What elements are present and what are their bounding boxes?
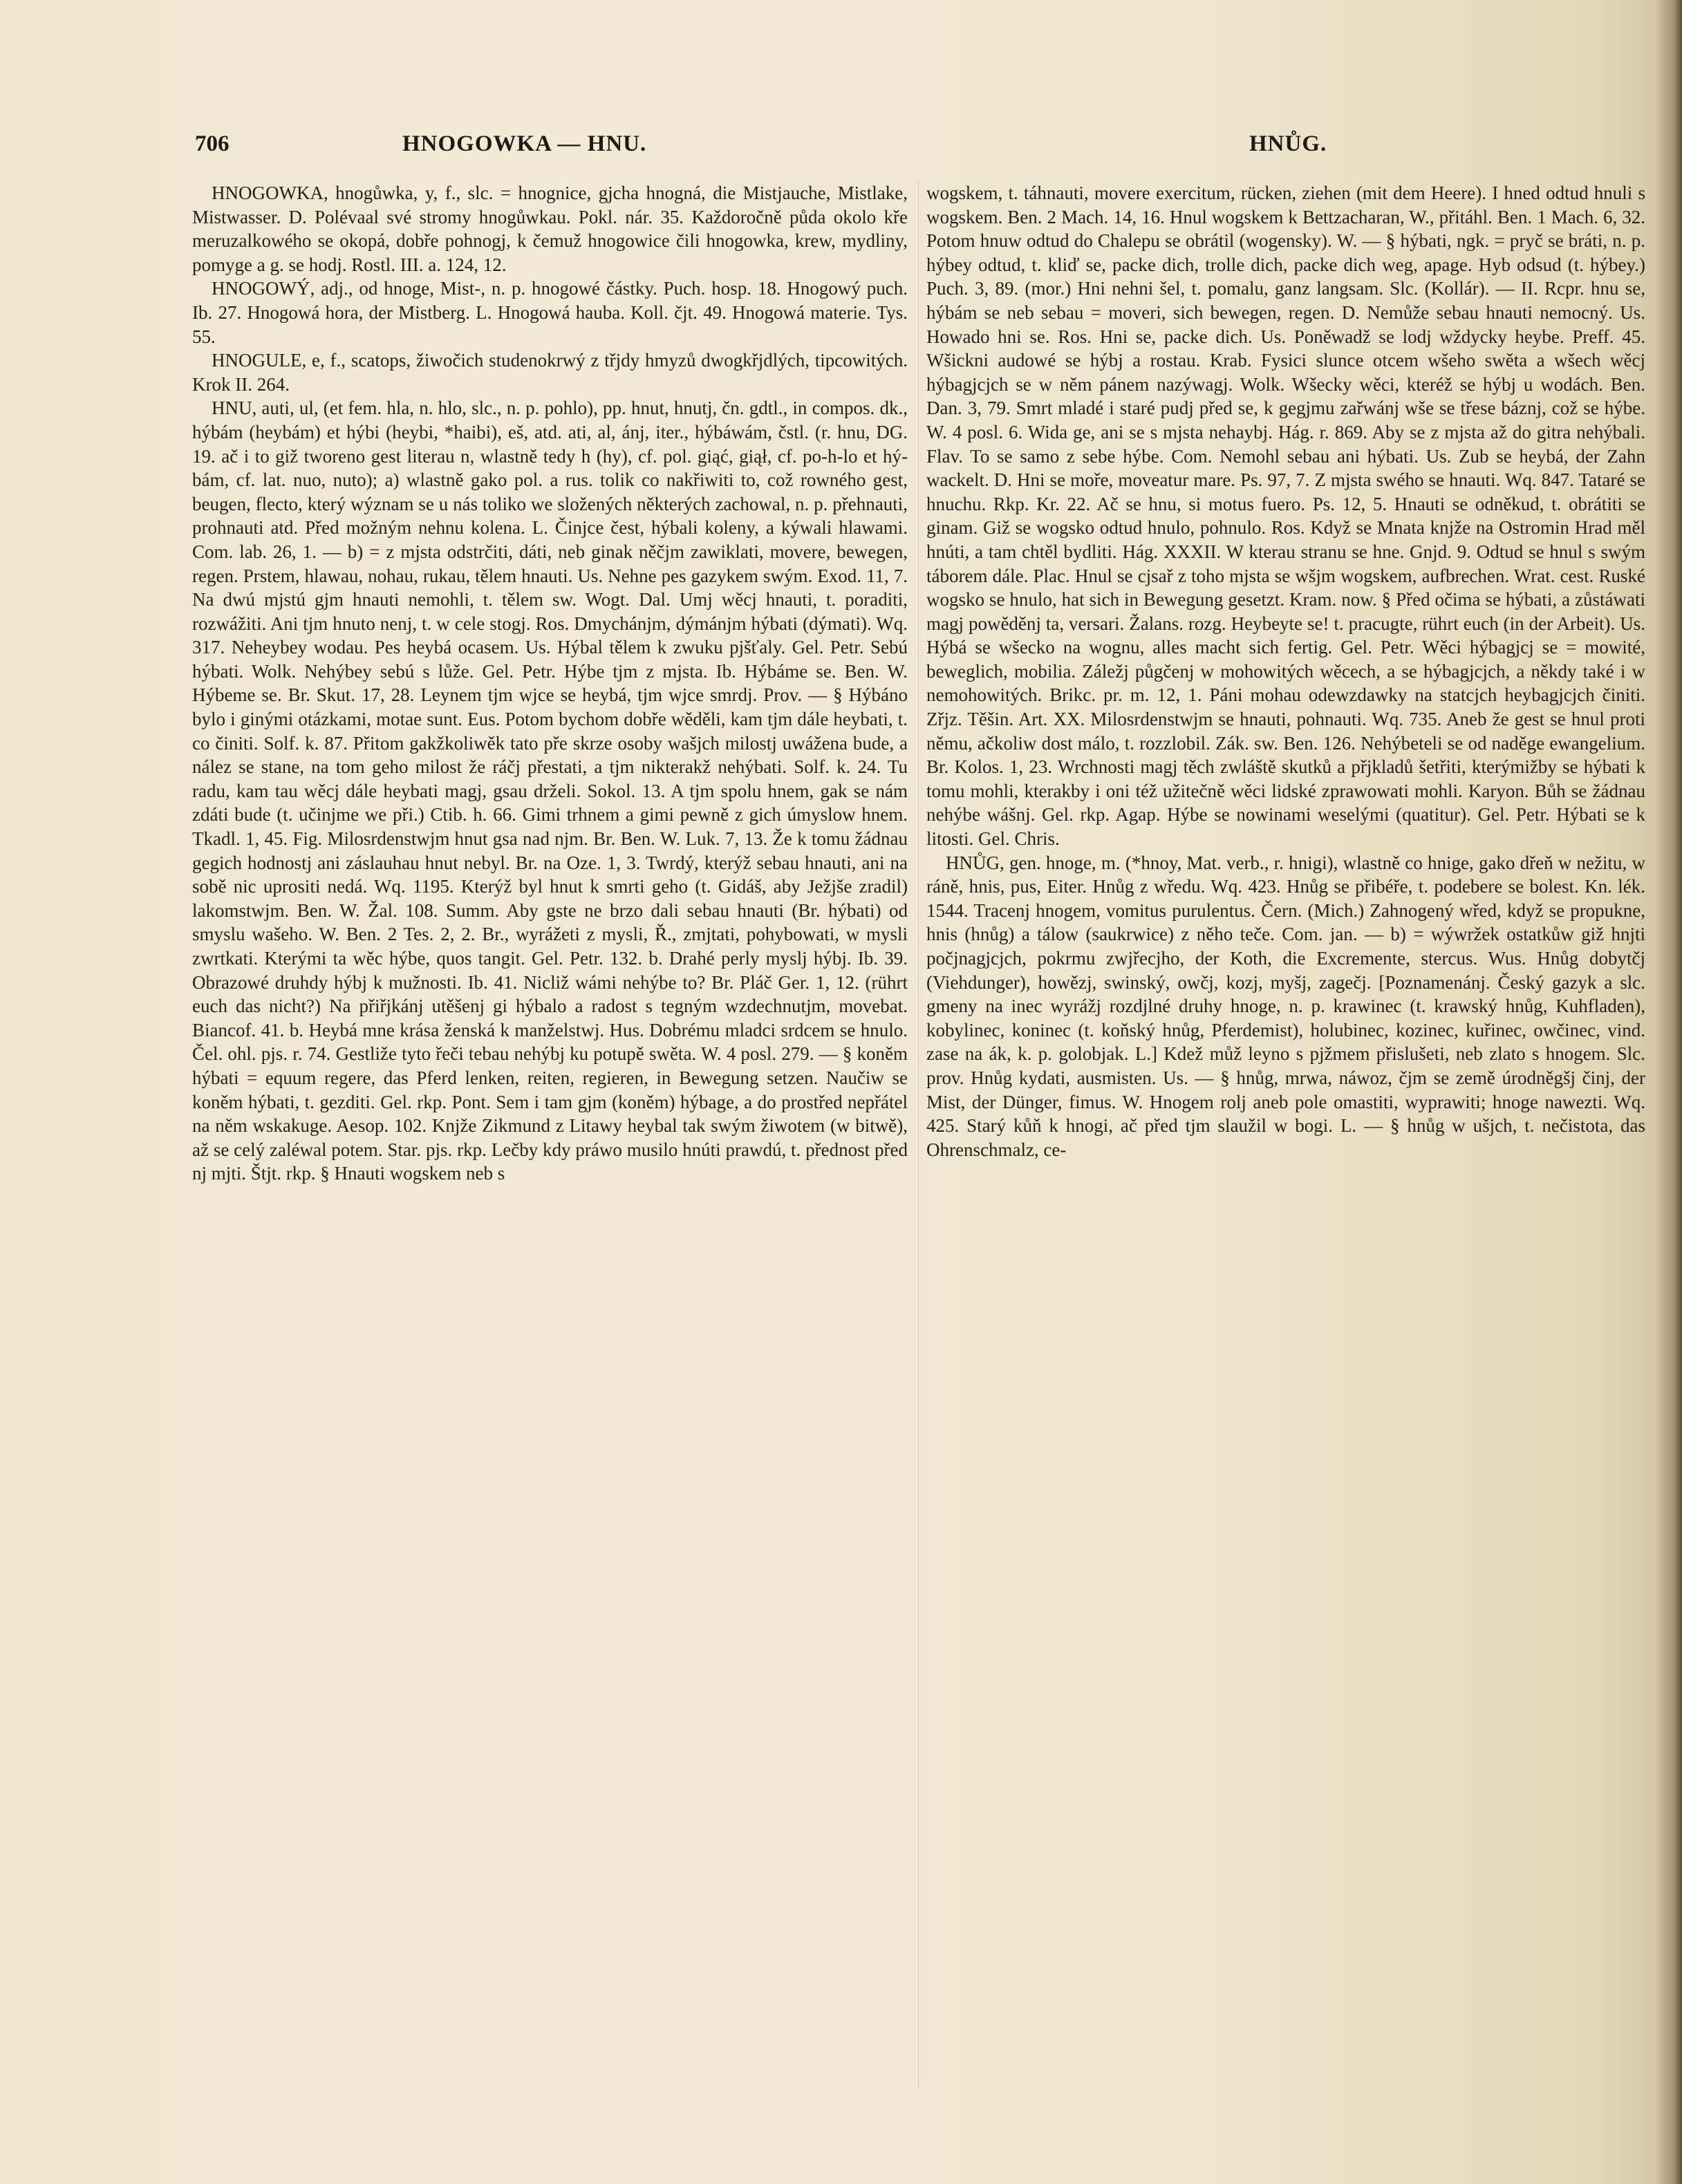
entry-hnug: HNŮG, gen. hnoge, m. (*hnoy, Mat. verb., r. hnigi), wlastně co hnige, gako dřeň w nežitu, w ráně, hnis, pus, Eiter. Hnůg z wředu. Wq. 423. Hnůg se přibéře, t. podebere se bolest. Kn. lék. 1544. Tracenj hnogem, vomitus purulentus. Čern. (Mich.) Zahnogený wřed, když se propukne, hnis (hnůg) a tálow (saukrwice) z něho teče. Com. jan. — b) = wýwržek ostatkůw giž hnjti počjnagjcjch, pokrmu zwjřecjho, der Koth, die Excremente, stercus. Wus. Hnůg dobytčj (Viehdunger), howězj, swinský, owčj, kozj, myšj, zagečj. [Poznamenánj. Český gazyk a slc. gmeny na inec wyrážj rozdjlné druhy hnoge, n. p. krawinec (t. krawský hnůg, Kuhfladen), kobylinec, koninec (t. koňský hnůg, Pferdemist), holubinec, kozinec, kuřinec, owčinec, vind. zase na ák, k. p. golobjak. L.] Kdež můž leyno s pjžmem přislušeti, neb zlato s hnogem. Slc. prov. Hnůg kydati, ausmisten. Us. — § hnůg, mrwa, náwoz, čjm se země úrodněgšj činj, der Mist, der Dünger, fimus. W. Hnogem rolj aneb pole omastiti, wyprawiti; hnoge nawezti. Wq. 425. Starý kůň k hnogi, ač před tjm slaužil w bogi. L. — § hnůg w ušjch, t. nečistota, das Ohrenschmalz, ce- <box>926 852 1645 1160</box>
left-column <box>192 181 908 1186</box>
entry-hnu-continued: wogskem, t. táhnauti, movere exercitum, rücken, ziehen (mit dem Heere). I hned odtud hnuli s wogskem. Ben. 2 Mach. 14, 16. Hnul wogskem k Bettzacharan, W., přitáhl. Ben. 1 Mach. 6, 32. Potom hnuw odtud do Chalepu se obrátil (wogensky). W. — § hýbati, ngk. = pryč se bráti, n. p. hýbey odtud, t. kliď se, packe dich, trolle dich, packe dich weg, apage. Hyb odsud (t. hýbey.) Puch. 3, 89. (mor.) Hni nehni šel, t. pomalu, ganz langsam. Slc. (Kollár). — II. Rcpr. hnu se, hýbám se neb sebau = moveri, sich bewegen, regen. D. Nemůže sebau hnauti nemocný. Us. Howado hni se. Ros. Hni se, packe dich. Us. Poněwadž se lodj wždycky heybe. Preff. 45. Wšickni audowé se hýbj a rostau. Krab. Fysici slunce otcem wšeho swěta a wšech wěcj hýbagjcjch se w něm pánem nazýwagj. Wolk. Wšecky wěci, kteréž se hýbj u wodách. Ben. Dan. 3, 79. Smrt mladé i staré pudj před se, k gegjmu zařwánj wše se třese báznj, což se hýbe. W. 4 posl. 6. Wida ge, ani se s mjsta nehaybj. Hág. r. 869. Aby se z mjsta až do gitra nehýbali. Flav. To se samo z sebe hýbe. Com. Nemohl sebau ani hýbati. Us. Zub se heybá, der Zahn wackelt. D. Hni se moře, moveatur mare. Ps. 97, 7. Z mjsta swého se hnauti. Wq. 847. Tataré se hnuchu. Rkp. Kr. 22. Ač se hnu, si motus fuero. Ps. 12, 5. Hnauti se odněkud, t. obrátiti se ginam. Giž se wogsko odtud hnulo, pohnulo. Ros. Když se Mnata knjže na Ostromin Hrad měl hnúti, a tam chtěl bydliti. Hág. XXXII. W kterau stranu se hne. Gnjd. 9. Odtud se hnul s swým táborem dále. Plac. Hnul se cjsař z toho mjsta se wšjm wogskem, aufbrechen. Wrat. cest. Ruské wogsko se hnulo, hat sich in Bewegung gesetzt. Kram. now. § Před očima se hýbati, a zůstáwati magj powěděnj ta, versari. Žalans. rozg. Heybeyte se! t. pracugte, rührt euch (in der Arbeit). Us. Hýbá se wšecko na wognu, alles macht sich fertig. Gel. Petr. Wěci hýbagjcj se = mowité, beweglich, mobilia. Záležj půgčenj w mohowitých wěcech, a se hýbagjcjch, a někdy také i w nemohowitých. Brikc. pr. m. 12, 1. Páni mohau odewzdawky na statcjch heybagjcjch činiti. Zřjz. Těšin. Art. XX. Milosrdenstwjm se hnauti, pohnauti. Wq. 735. Aneb že gest se hnul proti němu, ačkoliw dost málo, t. rozzlobil. Zák. sw. Ben. 126. Nehýbeteli se od naděge ewangelium. Br. Kolos. 1, 23. Wrchnosti magj těch zwláště skutků a přjkladů šetřiti, kterýmižby se hýbati k tomu mohli, kterakby i oni též užitečně wěci lidské zprawowati mohli. Karyon. Bůh se žádnau nehýbe wášnj. Gel. rkp. Agap. Hýbe se nowinami weselými (quatitur). Gel. Petr. Hýbati se k litosti. Gel. Chris. <box>926 183 1645 850</box>
running-head-left: HNOGOWKA — HNU. <box>402 131 647 156</box>
page-edge-shadow <box>1654 0 1682 2184</box>
column-gutter <box>918 181 919 2089</box>
entry-hnogowy: HNOGOWÝ, adj., od hnoge, Mist-, n. p. hnogowé částky. Puch. hosp. 18. Hnogowý puch. Ib. 27. Hnogowá hora, der Mistberg. L. Hnogowá hauba. Koll. čjt. 49. Hnogowá materie. Tys. 55. <box>192 278 908 347</box>
entry-hnu: HNU, auti, ul, (et fem. hla, n. hlo, slc., n. p. pohlo), pp. hnut, hnutj, čn. gdtl., in compos. dk., hýbám (heybám) et hýbi (heybi, *haibi), eš, atd. ati, al, ánj, iter., hýbáwám, čstl. (r. hnu, DG. 19. ač i to giž tworeno gest literau n, wlastně tedy h (hy), cf. pol. giąć, giął, cf. po-h-lo et hý-bám, cf. lat. nuo, nuto); a) wlastně gako pol. a rus. tolik co nakřiwiti to, což rowného gest, beugen, flecto, který wýznam se u nás toliko we složených některých zachowal, n. p. přehnauti, prohnauti atd. Před možným nehnu kolena. L. Činjce čest, hýbali koleny, a kýwali hlawami. Com. lab. 26, 1. — b) = z mjsta odstrčiti, dáti, neb ginak něčjm zawiklati, movere, bewegen, regen. Prstem, hlawau, nohau, rukau, tělem hnauti. Us. Nehne pes gazykem swým. Exod. 11, 7. Na dwú mjstú gjm hnauti nemohli, t. tělem sw. Wogt. Dal. Umj wěcj hnauti, t. poraditi, rozwážiti. Ani tjm hnuto nenj, t. w cele stogj. Ros. Dmychánjm, dýmánjm hýbati (dýmati). Wq. 317. Neheybey wodau. Pes heybá ocasem. Us. Hýbal tělem k zwuku pjšťaly. Gel. Petr. Sebú hýbati. Wolk. Nehýbey sebú s lůže. Gel. Petr. Hýbe tjm z mjsta. Ib. Hýbáme se. Ben. W. Hýbeme se. Br. Skut. 17, 28. Leynem tjm wjce se heybá, tjm wjce smrdj. Prov. — § Hýbáno bylo i ginými otázkami, motae sunt. Eus. Potom bychom dobře wěděli, kam tjm dále heybati, t. co činiti. Solf. k. 87. Přitom gakžkoliwěk tato pře skrze osoby wašjch milostj uwážena bude, a nález se stane, na tom geho milost že ráčj přestati, a tjm nikterakž nehýbati. Solf. k. 24. Tu radu, kam tau wěcj dále heybati magj, gsau drželi. Sokol. 13. A tjm spolu hnem, gak se nám zdáti bude (t. učinjme we při.) Ctib. h. 66. Gimi trhnem a gimi pewně z gich úmyslow hnem. Tkadl. 1, 45. Fig. Milosrdenstwjm hnut gsa nad njm. Br. Ben. W. Luk. 7, 13. Že k tomu žádnau gegich hodnostj ani záslauhau hnut nebyl. Br. na Oze. 1, 3. Twrdý, kterýž sebau hnauti, ani na sobě nic uprositi nedá. Wq. 1195. Kterýž byl hnut k smrti geho (t. Gidáš, aby Ježjše zradil) lakomstwjm. Ben. W. Žal. 108. Summ. Aby gste ne brzo dali sebau hnauti (Br. hýbati) od smyslu wašeho. W. Ben. 2 Tes. 2, 2. Br., wyrážeti z mysli, Ř., zmjtati, pohybowati, w mysli zwrtkati. Kterými ta wěc hýbe, quos tangit. Gel. Petr. 132. b. Drahé perly myslj hýbj. Ib. 39. Obrazowé druhdy hýbj k mužnosti. Ib. 41. Nicliž wámi nehýbe to? Br. Pláč Ger. 1, 12. (rührt euch das nicht?) Na přiřjkánj utěšenj gi hýbalo a radost s tegným wzdechnutjm, movebat. Biancof. 41. b. Heybá mne krása ženská k manželstwj. Hus. Dobrému mladci srdcem se hnulo. Čel. ohl. pjs. r. 74. Gestliže tyto řeči tebau nehýbj ku potupě swěta. W. 4 posl. 279. — § koněm hýbati = equum regere, das Pferd lenken, reiten, regieren, in Bewegung setzen. Naučiw se koněm hýbati, t. gezditi. Gel. rkp. Pont. Sem i tam gjm (koněm) hýbage, a do prostřed nepřátel na něm wskakuge. Aesop. 102. Knjže Zikmund z Litawy heybal tak swým žiwotem (w bitwě), až se celý zaléwal potem. Star. pjs. rkp. Lečby kdy práwo musilo hnúti prawdú, t. přednost před nj mjti. Štjt. rkp. § Hnauti wogskem neb s <box>192 398 908 1184</box>
page-header <box>195 131 1633 173</box>
entry-hnogowka: HNOGOWKA, hnogůwka, y, f., slc. = hnognice, gjcha hnogná, die Mistjauche, Mistlake, Mistwasser. D. Polévaal své stromy hnogůwkau. Pokl. nár. 35. Každoročně půda okolo kře meruzalkowého se okopá, dobře pohnogj, k čemuž hnogowice čili hnogowka, krew, mydliny, pomyge a g. se hodj. Rostl. III. a. 124, 12. <box>192 183 908 275</box>
entry-hnogule: HNOGULE, e, f., scatops, žiwočich studenokrwý z třjdy hmyzů dwogkřjdlých, tipcowitých. Krok II. 264. <box>192 350 908 395</box>
right-column <box>926 181 1645 1161</box>
running-head-right: HNŮG. <box>1249 131 1327 156</box>
page-number: 706 <box>195 131 230 156</box>
